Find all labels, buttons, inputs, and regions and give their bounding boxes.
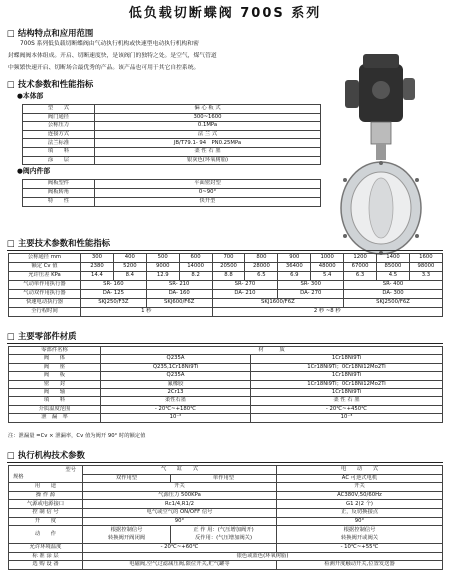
column-header: 气 缸 式 — [83, 466, 277, 475]
page-title: 低负载切断蝶阀 700S 系列 — [128, 6, 322, 21]
row-label: 涂 层 — [23, 156, 95, 165]
part-name: 密 封 — [9, 380, 101, 388]
table-row — [9, 508, 443, 517]
leakage-note: 注：泄漏量 =Cv × 泄漏率，Cv 值为阀开 90° 时的额定值 — [8, 433, 146, 439]
row-value: 法 兰 式 — [95, 130, 321, 139]
row-label: 连接方式 — [23, 130, 95, 139]
internal-part-table — [22, 179, 321, 207]
cell: 14.4 — [81, 272, 114, 281]
cell: 98000 — [409, 263, 442, 272]
row-label: 动 作 — [9, 526, 83, 544]
cell: 1600 — [409, 254, 442, 263]
cell: 8.2 — [179, 272, 212, 281]
cell: Q235A — [101, 355, 251, 363]
cell: SR- 160 — [81, 281, 147, 290]
cell: DA- 160 — [146, 290, 212, 299]
cell: DA- 300 — [344, 290, 443, 299]
row-label: 开 度 — [9, 517, 83, 526]
part-name: 阀 体 — [9, 355, 101, 363]
table-row — [9, 405, 443, 413]
table-row — [9, 388, 443, 396]
cell: 气源压力 500KPa — [83, 491, 277, 500]
row-label: 气源或电源接口 — [9, 500, 83, 509]
spec-type-header — [9, 466, 83, 483]
cell — [277, 526, 443, 544]
cell: 400 — [113, 254, 146, 263]
cell: 800 — [245, 254, 278, 263]
table-row — [9, 380, 443, 388]
cell: 2380 — [81, 263, 114, 272]
table-row — [23, 113, 321, 122]
cell: 90° — [83, 517, 277, 526]
divider — [7, 462, 443, 463]
table-row — [9, 517, 443, 526]
table-row — [9, 308, 443, 317]
section-heading-actuator: □ 执行机构技术参数 — [7, 450, 85, 460]
table-row — [9, 290, 443, 299]
cell: 氟橡胶 — [101, 380, 251, 388]
part-name: 阀 板 — [9, 372, 101, 380]
cell: Q235,1Cr18Ni9Ti — [101, 363, 251, 371]
cell: SR- 300 — [278, 281, 344, 290]
cell: 6.5 — [245, 272, 278, 281]
row-label: 选 购 设 备 — [9, 561, 83, 570]
table-row — [9, 552, 443, 561]
cell: 8.4 — [113, 272, 146, 281]
cell: 1Cr18Ni9Ti — [251, 372, 443, 380]
cell: - 20℃~+450℃ — [251, 405, 443, 413]
cell: 5200 — [113, 263, 146, 272]
cell: 300 — [81, 254, 114, 263]
cell: AC380V,50/60Hz — [277, 491, 443, 500]
cell: - 10℃~+55℃ — [277, 544, 443, 553]
table-row — [9, 355, 443, 363]
row-label: 填 料 — [23, 147, 95, 156]
cell: DA- 125 — [81, 290, 147, 299]
cell: 67000 — [344, 263, 377, 272]
row-label: 型 式 — [23, 105, 95, 114]
cell: 1Cr18Ni9Ti — [251, 388, 443, 396]
cell: 14000 — [179, 263, 212, 272]
cell: 9000 — [146, 263, 179, 272]
cell: 1400 — [377, 254, 410, 263]
cell: 3.3 — [409, 272, 442, 281]
row-value: 柔 性 石 墨 — [95, 147, 321, 156]
cell: 600 — [179, 254, 212, 263]
cell: 36400 — [278, 263, 311, 272]
section-heading-features: □ 结构特点和应用范围 — [7, 28, 94, 38]
table-row — [9, 363, 443, 371]
row-label: 允许压差 KPa — [9, 272, 81, 281]
cell: 检测开度触动开关,位置发送器 — [277, 561, 443, 570]
cell: 2 秒 ~8 秒 — [212, 308, 442, 317]
cell: SKJ250/F3Z — [81, 299, 147, 308]
action-line: 转换阀开或阀关 — [340, 534, 379, 541]
cell: 900 — [278, 254, 311, 263]
row-label: 公称通径 mm — [9, 254, 81, 263]
cell: 48000 — [311, 263, 344, 272]
cell: 10⁻³ — [251, 414, 443, 422]
cell: 6.9 — [278, 272, 311, 281]
row-value: 0.1MPa — [95, 122, 321, 131]
row-value: 银灰色(环氧树脂) — [95, 156, 321, 165]
table-row — [23, 198, 321, 207]
cell: SKJ1600/F6Z — [212, 299, 344, 308]
table-row — [9, 281, 443, 290]
table-row — [9, 466, 443, 475]
part-name: 阀 座 — [9, 363, 101, 371]
row-label: 用 途 — [9, 483, 83, 492]
table-row — [23, 130, 321, 139]
cell: SR- 270 — [212, 281, 278, 290]
cell: 6.3 — [344, 272, 377, 281]
table-row — [9, 254, 443, 263]
row-label: 标 准 涂 层 — [9, 552, 83, 561]
cell: - 20℃~+60℃ — [83, 544, 277, 553]
cell: 4.5 — [377, 272, 410, 281]
column-header: 单作用型 — [171, 474, 277, 483]
table-row — [9, 526, 443, 544]
divider — [7, 343, 443, 344]
table-row — [9, 397, 443, 405]
cell: 2Cr13 — [101, 388, 251, 396]
table-row — [23, 139, 321, 148]
table-row — [23, 122, 321, 131]
row-value: JB/T79.1- 94 PN0.25MPa — [95, 139, 321, 148]
table-row — [9, 299, 443, 308]
row-label: 阀板转角 — [23, 189, 95, 198]
section-heading-tech-params: □ 技术参数和性能指标 — [7, 79, 94, 89]
cell: 柔性石墨 — [101, 397, 251, 405]
table-row — [9, 414, 443, 422]
row-label: 操 作 源 — [9, 491, 83, 500]
spec-label: 规格 — [13, 473, 24, 480]
cell: 1000 — [311, 254, 344, 263]
intro-line-1: 700S 系列低负载切断蝶阀由气动执行机构或快速型电动执行机构和密 — [20, 41, 199, 47]
cell: 85000 — [377, 263, 410, 272]
valve-product-photo — [325, 50, 443, 256]
part-name: 泄 漏 率 — [9, 414, 101, 422]
section-heading-materials: □ 主要零部件材质 — [7, 331, 77, 341]
row-label: 全行程时间 — [9, 308, 81, 317]
cell: - 20℃~+180℃ — [101, 405, 251, 413]
row-label: 快速电动执行器 — [9, 299, 81, 308]
cell — [171, 526, 277, 544]
action-line: 正 作 用：(气压增加阀开) — [193, 527, 254, 534]
cell: 1Cr18Ni9Ti — [251, 355, 443, 363]
cell: 8.8 — [212, 272, 245, 281]
cell: 5.4 — [311, 272, 344, 281]
row-label: 气动单作用执行器 — [9, 281, 81, 290]
cell: 1200 — [344, 254, 377, 263]
row-value: 0~90° — [95, 189, 321, 198]
type-label: 型号 — [65, 467, 76, 474]
table-row — [9, 544, 443, 553]
row-label: 气动双作用执行器 — [9, 290, 81, 299]
table-row — [9, 263, 443, 272]
cell: 500 — [146, 254, 179, 263]
action-line: 根据控制信号 — [343, 527, 376, 534]
cell: 1Cr18Ni9Ti；0Cr18Ni12Mo2Ti — [251, 380, 443, 388]
cell: 12.9 — [146, 272, 179, 281]
cell: 正，反切换接点 — [277, 508, 443, 517]
divider — [7, 250, 443, 251]
part-name: 阀 轴 — [9, 388, 101, 396]
table-row — [9, 483, 443, 492]
cell: Q235A — [101, 372, 251, 380]
row-label: 阀板型件 — [23, 180, 95, 189]
cell: 银色或蓝色(环氧树脂) — [83, 552, 443, 561]
row-label: 特 性 — [23, 198, 95, 207]
row-label: 额定 Cv 值 — [9, 263, 81, 272]
table-row — [9, 372, 443, 380]
cell: Rc1/4,R1/2 — [83, 500, 277, 509]
cell — [83, 526, 171, 544]
cell: SKJ600/F6Z — [146, 299, 212, 308]
cell: 开关 — [83, 483, 277, 492]
table-row — [9, 491, 443, 500]
cell: 1Cr18Ni9Ti；0Cr18Ni12Mo2Ti — [251, 363, 443, 371]
cell: 10⁻² — [101, 414, 251, 422]
cell: 电磁阀,空气过滤减压阀,限位开关,贮气罐等 — [83, 561, 277, 570]
actuator-table — [8, 465, 443, 570]
performance-table — [8, 253, 443, 317]
cell: SR- 400 — [344, 281, 443, 290]
body-part-table — [22, 104, 321, 165]
action-line: 反作用：(气压增加阀关) — [194, 534, 253, 541]
part-name: 填 料 — [9, 397, 101, 405]
row-value: 平面密封型 — [95, 180, 321, 189]
column-header: 零部件名称 — [9, 347, 101, 355]
cell: 电气或空气的 ON/OFF 信号 — [83, 508, 277, 517]
table-row — [9, 561, 443, 570]
column-header: 双作用型 — [83, 474, 171, 483]
row-label: 阀门通径 — [23, 113, 95, 122]
column-header: AC 可逆式电机 — [277, 474, 443, 483]
body-part-heading: ●本体部 — [17, 92, 44, 100]
cell: 1 秒 — [81, 308, 213, 317]
table-row — [9, 272, 443, 281]
part-name: 介质温度范围 — [9, 405, 101, 413]
table-row — [9, 500, 443, 509]
row-value: 快开型 — [95, 198, 321, 207]
action-line: 根据控制信号 — [110, 527, 143, 534]
row-value: 300~1600 — [95, 113, 321, 122]
table-row — [23, 156, 321, 165]
column-header: 电 动 式 — [277, 466, 443, 475]
cell: G1 2(2 个) — [277, 500, 443, 509]
row-label: 法兰标准 — [23, 139, 95, 148]
row-label: 允许环境温度 — [9, 544, 83, 553]
table-row — [23, 147, 321, 156]
action-line: 转换阀开阀闭阀 — [107, 534, 146, 541]
cell: 开关 — [277, 483, 443, 492]
row-label: 公称压力 — [23, 122, 95, 131]
cell: 28000 — [245, 263, 278, 272]
table-row — [23, 189, 321, 198]
cell: SR- 210 — [146, 281, 212, 290]
cell: SKJ2500/F6Z — [344, 299, 443, 308]
cell: 90° — [277, 517, 443, 526]
cell: 20500 — [212, 263, 245, 272]
table-row — [9, 347, 443, 355]
row-label: 控 制 信 号 — [9, 508, 83, 517]
table-row — [23, 180, 321, 189]
section-heading-main-params: □ 主要技术参数和性能指标 — [7, 238, 110, 248]
row-value: 偏 心 板 式 — [95, 105, 321, 114]
table-row — [23, 105, 321, 114]
intro-line-3: 中频繁快速开启、切断场合最优秀的产品。该产品也可用于其它自控系统。 — [8, 65, 200, 71]
cell: 柔 性 石 墨 — [251, 397, 443, 405]
intro-line-2: 封蝶阀阀本体组成。开启、切断速度快，是该阀门的独特之处。是空气，煤气管道 — [8, 53, 217, 59]
column-header: 材 质 — [101, 347, 443, 355]
materials-table — [8, 346, 443, 423]
cell: DA- 270 — [278, 290, 344, 299]
internal-part-heading: ●阀内件部 — [17, 167, 51, 175]
cell: 700 — [212, 254, 245, 263]
cell: DA- 210 — [212, 290, 278, 299]
